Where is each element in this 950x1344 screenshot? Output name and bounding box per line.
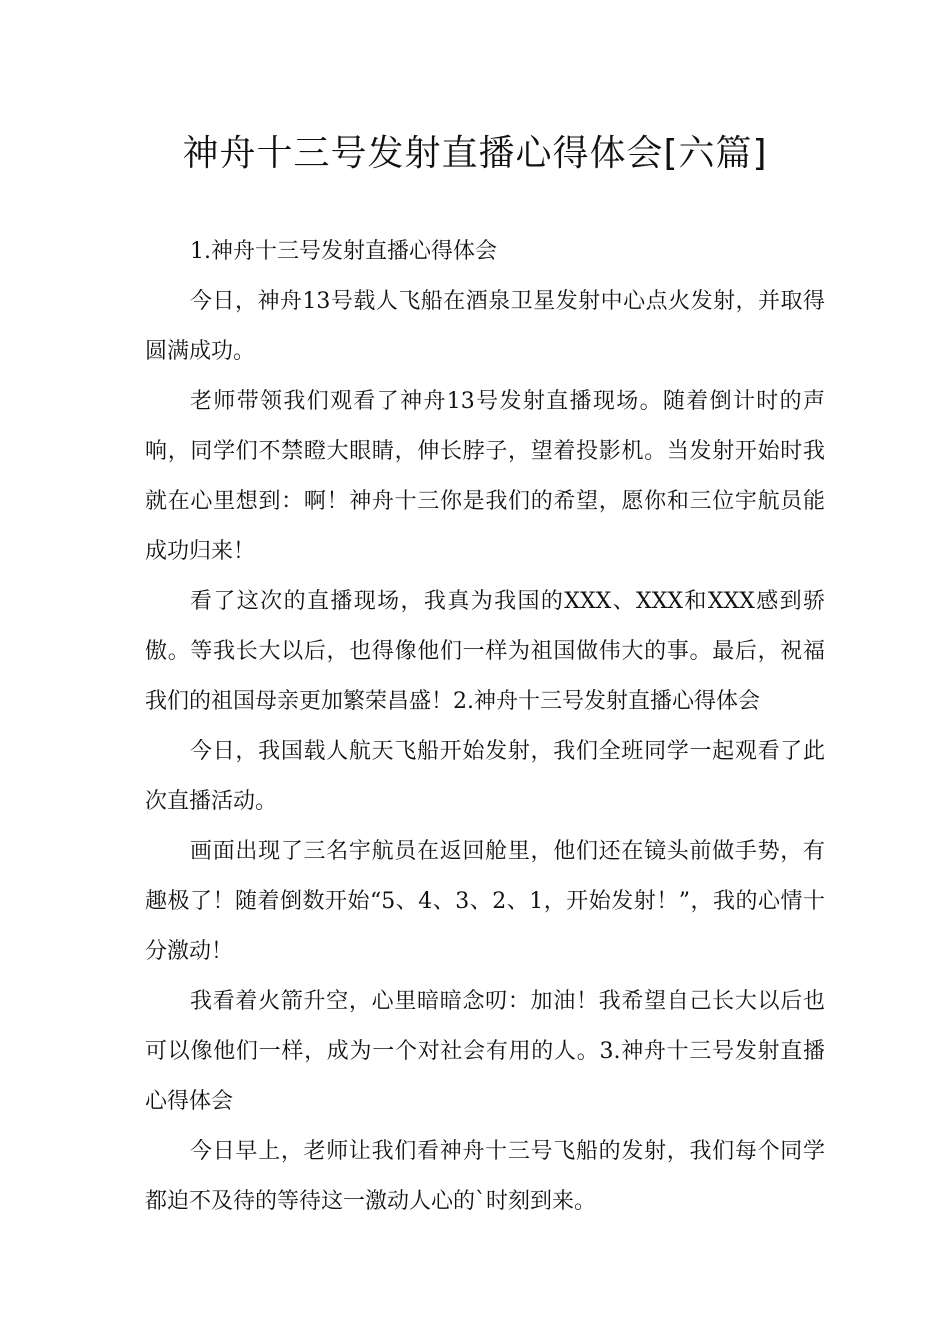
section-heading: 1.神舟十三号发射直播心得体会 xyxy=(190,239,497,264)
paragraph: 我看着火箭升空，心里暗暗念叨：加油！我希望自己长大以后也可以像他们一样，成为一个对社会有用的人。3.神舟十三号发射直播心得体会 xyxy=(145,989,825,1114)
document-title: 神舟十三号发射直播心得体会[六篇] xyxy=(182,133,768,174)
paragraph: 老师带领我们观看了神舟13号发射直播现场。随着倒计时的声响，同学们不禁瞪大眼睛，伸长脖子，望着投影机。当发射开始时我就在心里想到：啊！神舟十三你是我们的希望，愿你和三位宇航员能成功归来！ xyxy=(145,389,825,564)
document-body xyxy=(145,227,825,1227)
paragraph: 今日早上，老师让我们看神舟十三号飞船的发射，我们每个同学都迫不及待的等待这一激动人心的`时刻到来。 xyxy=(145,1139,825,1214)
paragraph: 今日，我国载人航天飞船开始发射，我们全班同学一起观看了此次直播活动。 xyxy=(145,739,825,814)
paragraph: 今日，神舟13号载人飞船在酒泉卫星发射中心点火发射，并取得圆满成功。 xyxy=(145,289,825,364)
paragraph: 看了这次的直播现场，我真为我国的XXX、XXX和XXX感到骄傲。等我长大以后，也得像他们一样为祖国做伟大的事。最后，祝福我们的祖国母亲更加繁荣昌盛！2.神舟十三号发射直播心得体会 xyxy=(145,589,825,714)
paragraph: 画面出现了三名宇航员在返回舱里，他们还在镜头前做手势，有趣极了！随着倒数开始“5、4、3、2、1，开始发射！”，我的心情十分激动！ xyxy=(145,839,825,964)
